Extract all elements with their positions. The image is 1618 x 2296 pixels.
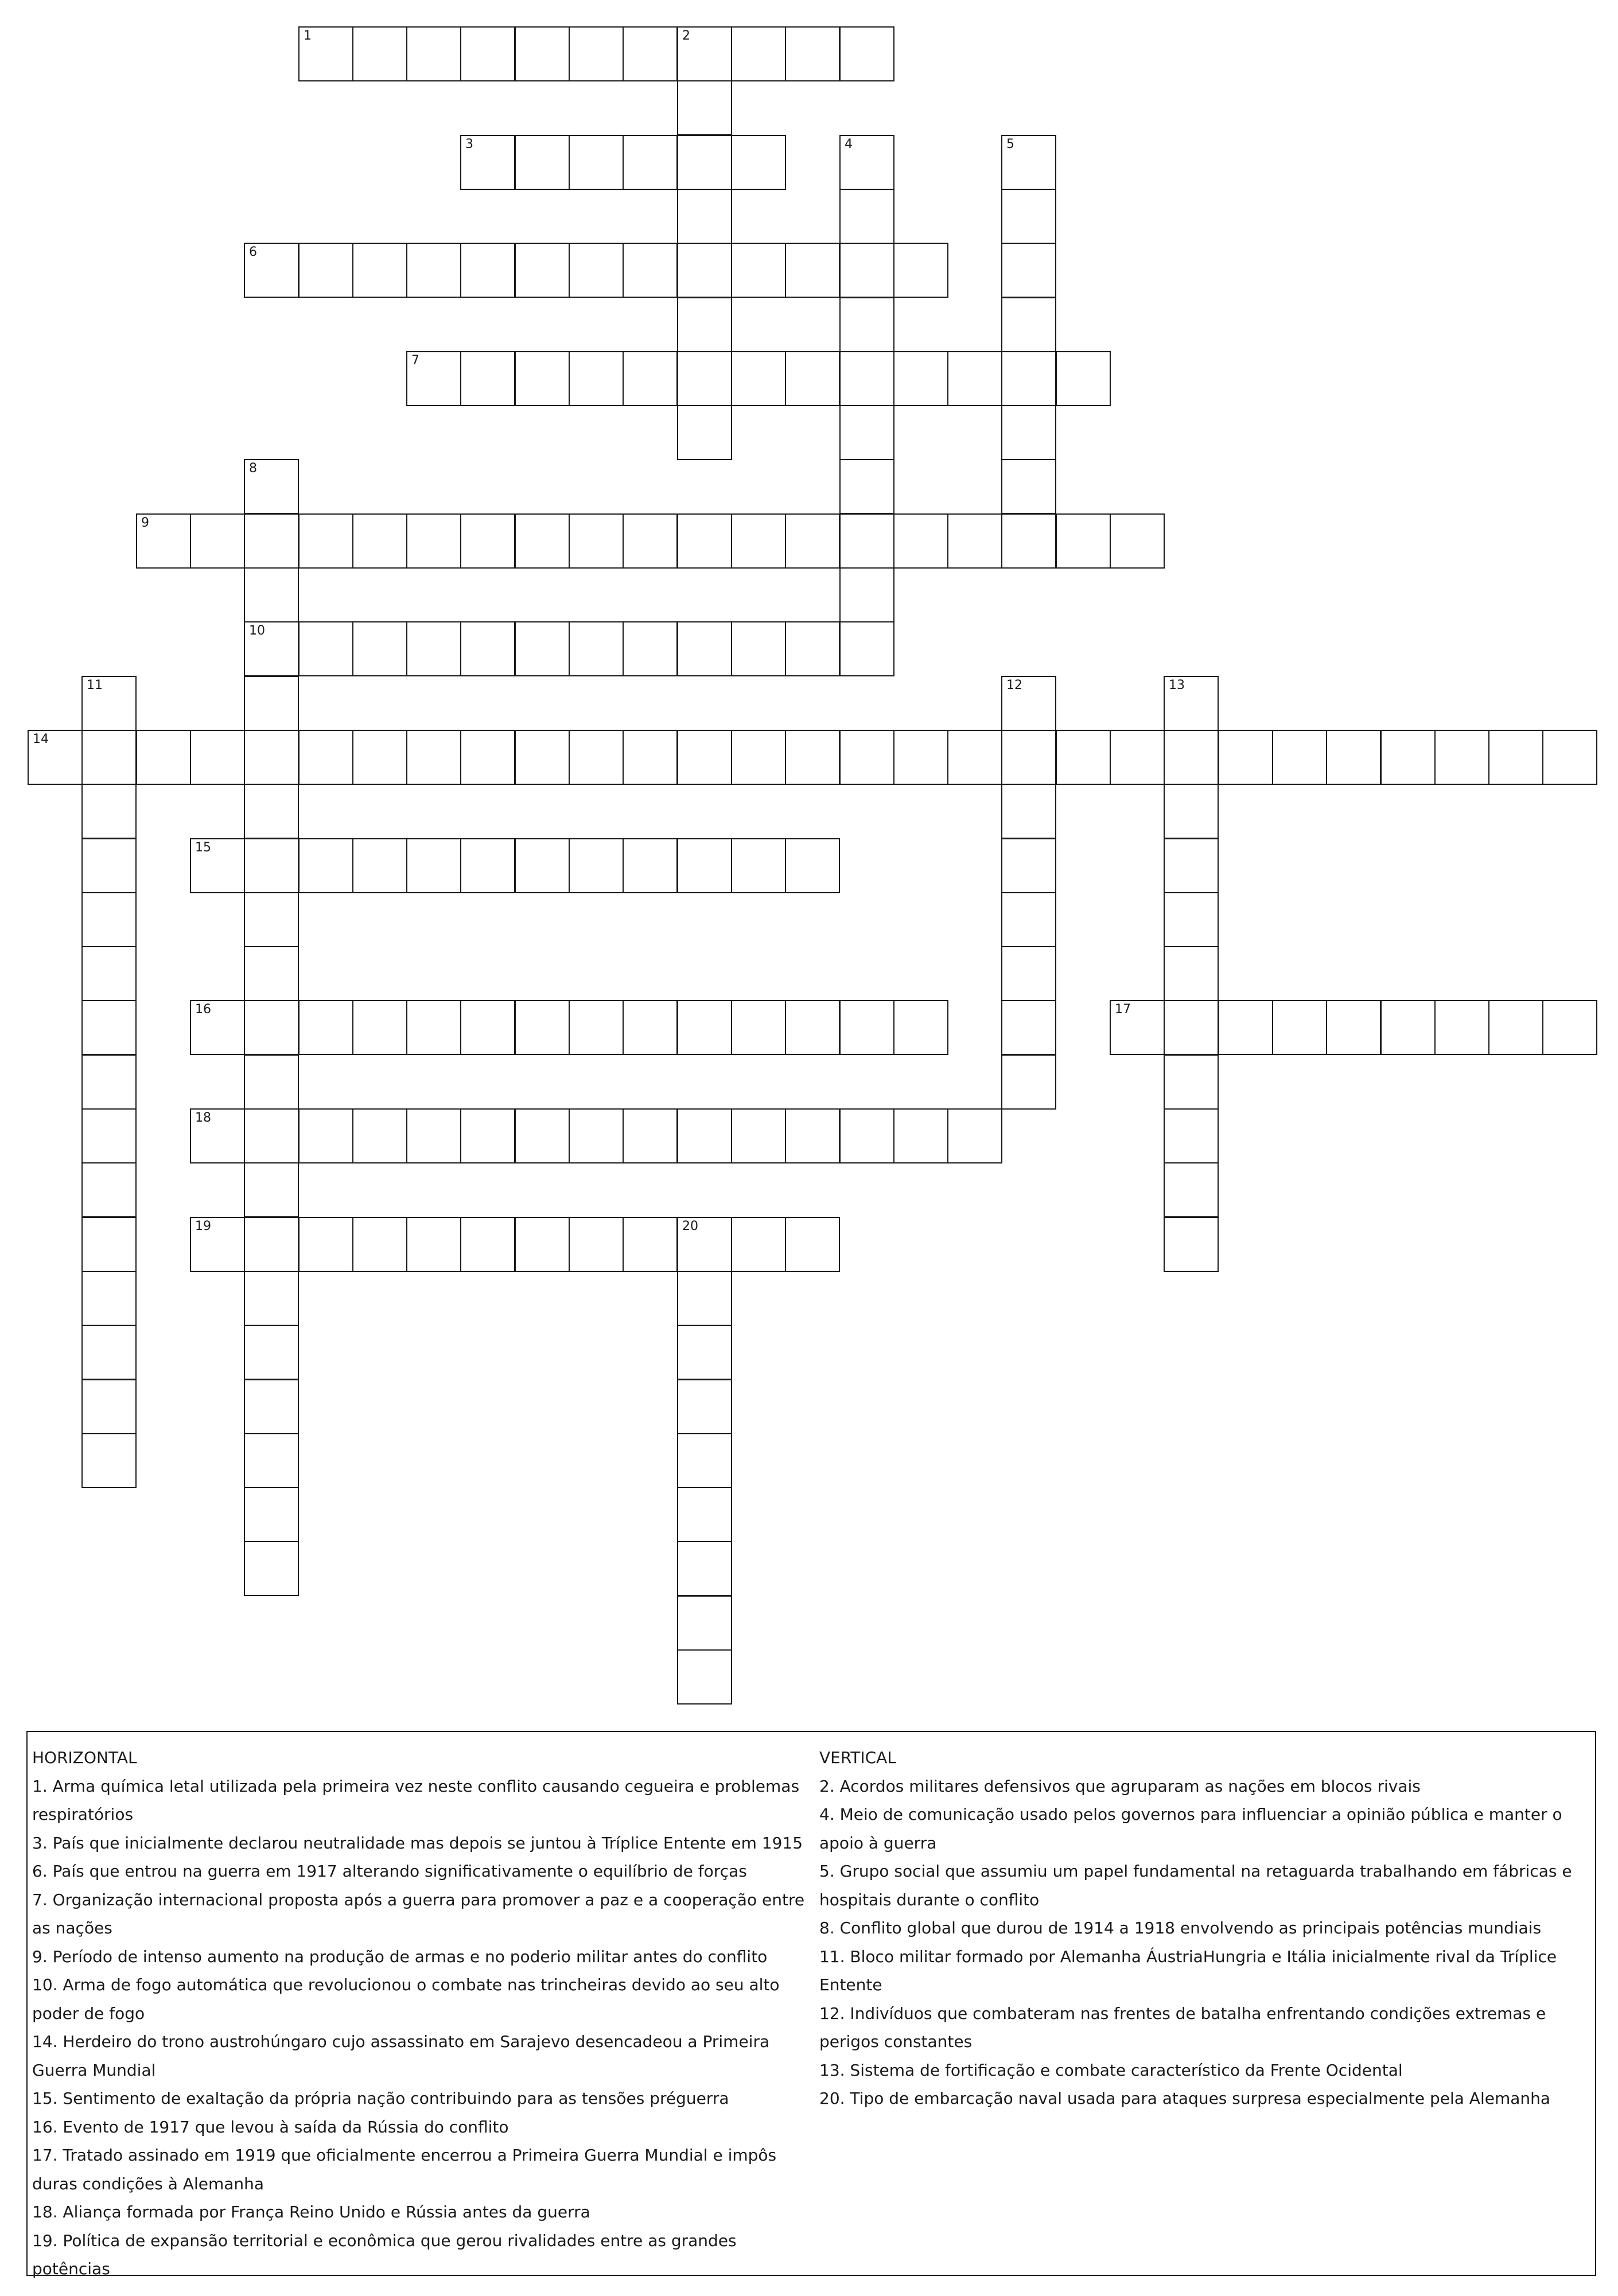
grid-cell[interactable] <box>1056 513 1111 569</box>
grid-cell[interactable] <box>839 405 894 460</box>
grid-cell[interactable] <box>352 838 407 893</box>
grid-cell[interactable] <box>406 351 461 406</box>
grid-cell[interactable] <box>1164 1054 1219 1110</box>
grid-cell[interactable] <box>515 838 570 893</box>
grid-cell[interactable] <box>785 513 840 569</box>
grid-cell[interactable] <box>839 1108 894 1163</box>
grid-cell[interactable] <box>623 26 678 81</box>
clue-across-18: 18. Aliança formada por França Reino Unido e Rússia antes da guerra <box>32 2202 590 2221</box>
grid-cell[interactable] <box>1001 892 1056 947</box>
grid-cell[interactable] <box>1001 838 1056 893</box>
grid-cell[interactable] <box>1218 1000 1273 1055</box>
grid-cell[interactable] <box>406 513 461 569</box>
grid-cell[interactable] <box>81 1433 137 1488</box>
grid-cell[interactable] <box>190 513 245 569</box>
grid-cell[interactable] <box>623 838 678 893</box>
clue-number: 15 <box>195 840 211 855</box>
grid-cell[interactable] <box>81 1325 137 1380</box>
grid-cell[interactable] <box>569 1000 624 1055</box>
grid-cell[interactable] <box>1542 1000 1597 1055</box>
grid-cell[interactable] <box>947 351 1002 406</box>
grid-cell[interactable] <box>839 26 894 81</box>
grid-cell[interactable] <box>839 1000 894 1055</box>
grid-cell[interactable] <box>569 513 624 569</box>
grid-cell[interactable] <box>1001 1000 1056 1055</box>
grid-cell[interactable] <box>1218 730 1273 785</box>
grid-cell[interactable] <box>785 351 840 406</box>
grid-cell[interactable] <box>1272 1000 1327 1055</box>
grid-cell[interactable] <box>1001 1054 1056 1110</box>
clue-number: 13 <box>1169 678 1185 692</box>
grid-cell[interactable] <box>785 838 840 893</box>
grid-cell[interactable] <box>569 135 624 190</box>
grid-cell[interactable] <box>1326 730 1381 785</box>
grid-cell[interactable] <box>1164 946 1219 1001</box>
down-clues <box>819 1744 1588 2113</box>
clue-number: 14 <box>33 732 49 746</box>
grid-cell[interactable] <box>623 1217 678 1272</box>
grid-cell[interactable] <box>569 1217 624 1272</box>
grid-cell[interactable] <box>1001 946 1056 1001</box>
grid-cell[interactable] <box>406 26 461 81</box>
grid-cell[interactable] <box>1542 730 1597 785</box>
grid-cell[interactable] <box>244 892 299 947</box>
grid-cell[interactable] <box>460 1217 515 1272</box>
grid-cell[interactable] <box>298 621 353 676</box>
grid-cell[interactable] <box>460 26 515 81</box>
grid-cell[interactable] <box>352 730 407 785</box>
grid-cell[interactable] <box>352 1217 407 1272</box>
grid-cell[interactable] <box>81 1271 137 1326</box>
grid-cell[interactable] <box>244 1162 299 1217</box>
clue-number: 1 <box>304 29 312 43</box>
grid-cell[interactable] <box>81 838 137 893</box>
clue-down-4: 4. Meio de comunicação usado pelos governos para influenciar a opinião pública e manter o apoio à guerra <box>819 1805 1562 1853</box>
grid-cell[interactable] <box>677 80 732 135</box>
grid-cell[interactable] <box>406 838 461 893</box>
grid-cell[interactable] <box>1001 351 1056 406</box>
down-heading: VERTICAL <box>819 1748 896 1767</box>
clue-number: 19 <box>195 1219 211 1233</box>
grid-cell[interactable] <box>244 838 299 893</box>
grid-cell[interactable] <box>81 892 137 947</box>
grid-cell[interactable] <box>785 26 840 81</box>
grid-cell[interactable] <box>731 621 786 676</box>
grid-cell[interactable] <box>731 730 786 785</box>
grid-cell[interactable] <box>677 838 732 893</box>
grid-cell[interactable] <box>1380 1000 1436 1055</box>
grid-cell[interactable] <box>460 351 515 406</box>
grid-cell[interactable] <box>569 730 624 785</box>
grid-cell[interactable] <box>839 567 894 622</box>
grid-cell[interactable] <box>1110 1000 1165 1055</box>
grid-cell[interactable] <box>1434 730 1489 785</box>
grid-cell[interactable] <box>677 405 732 460</box>
grid-cell[interactable] <box>244 459 299 514</box>
grid-cell[interactable] <box>244 1108 299 1163</box>
grid-cell[interactable] <box>460 243 515 298</box>
grid-cell[interactable] <box>352 26 407 81</box>
grid-cell[interactable] <box>244 1541 299 1596</box>
grid-cell[interactable] <box>244 676 299 731</box>
grid-cell[interactable] <box>81 1054 137 1110</box>
grid-cell[interactable] <box>460 838 515 893</box>
grid-cell[interactable] <box>352 243 407 298</box>
grid-cell[interactable] <box>515 1108 570 1163</box>
grid-cell[interactable] <box>298 1108 353 1163</box>
grid-cell[interactable] <box>1001 243 1056 298</box>
grid-cell[interactable] <box>352 1108 407 1163</box>
clue-number: 17 <box>1115 1002 1131 1017</box>
clue-across-6: 6. País que entrou na guerra em 1917 alterando significativamente o equilíbrio de forças <box>32 1862 747 1881</box>
grid-cell[interactable] <box>1164 892 1219 947</box>
clue-number: 8 <box>249 461 257 476</box>
grid-cell[interactable] <box>731 1108 786 1163</box>
clue-down-13: 13. Sistema de fortificação e combate característico da Frente Ocidental <box>819 2060 1403 2080</box>
grid-cell[interactable] <box>623 135 678 190</box>
grid-cell[interactable] <box>298 243 353 298</box>
clue-number: 16 <box>195 1002 211 1017</box>
grid-cell[interactable] <box>352 1000 407 1055</box>
grid-cell[interactable] <box>785 730 840 785</box>
clue-number: 12 <box>1006 678 1022 692</box>
grid-cell[interactable] <box>677 1649 732 1705</box>
grid-cell[interactable] <box>731 135 786 190</box>
clue-across-17: 17. Tratado assinado em 1919 que oficialmente encerrou a Primeira Guerra Mundial e impôs duras condições à Alemanha <box>32 2146 777 2193</box>
grid-cell[interactable] <box>947 730 1002 785</box>
grid-cell[interactable] <box>81 1379 137 1434</box>
grid-cell[interactable] <box>515 1000 570 1055</box>
grid-cell[interactable] <box>893 243 948 298</box>
grid-cell[interactable] <box>1001 676 1056 731</box>
grid-cell[interactable] <box>1434 1000 1489 1055</box>
grid-cell[interactable] <box>731 26 786 81</box>
grid-cell[interactable] <box>298 1000 353 1055</box>
grid-cell[interactable] <box>1001 730 1056 785</box>
grid-cell[interactable] <box>81 1000 137 1055</box>
grid-cell[interactable] <box>677 1595 732 1651</box>
grid-cell[interactable] <box>677 1541 732 1596</box>
grid-cell[interactable] <box>406 243 461 298</box>
grid-cell[interactable] <box>623 243 678 298</box>
grid-cell[interactable] <box>839 243 894 298</box>
grid-cell[interactable] <box>569 243 624 298</box>
grid-cell[interactable] <box>677 243 732 298</box>
grid-cell[interactable] <box>298 513 353 569</box>
clue-across-1: 1. Arma química letal utilizada pela primeira vez neste conflito causando cegueira e problemas respiratórios <box>32 1776 800 1824</box>
grid-cell[interactable] <box>677 621 732 676</box>
grid-cell[interactable] <box>406 621 461 676</box>
grid-cell[interactable] <box>1380 730 1436 785</box>
grid-cell[interactable] <box>81 1217 137 1272</box>
grid-cell[interactable] <box>244 1054 299 1110</box>
grid-cell[interactable] <box>244 1433 299 1488</box>
grid-cell[interactable] <box>623 1108 678 1163</box>
clue-across-10: 10. Arma de fogo automática que revolucionou o combate nas trincheiras devido ao seu alto poder de fogo <box>32 1975 780 2023</box>
grid-cell[interactable] <box>677 26 732 81</box>
across-heading: HORIZONTAL <box>32 1748 137 1767</box>
grid-cell[interactable] <box>1001 297 1056 352</box>
grid-cell[interactable] <box>244 1487 299 1542</box>
grid-cell[interactable] <box>1110 730 1165 785</box>
clue-across-7: 7. Organização internacional proposta após a guerra para promover a paz e a cooperação entre as nações <box>32 1890 805 1937</box>
grid-cell[interactable] <box>839 351 894 406</box>
grid-cell[interactable] <box>515 351 570 406</box>
grid-cell[interactable] <box>81 1162 137 1217</box>
grid-cell[interactable] <box>839 135 894 190</box>
grid-cell[interactable] <box>81 730 137 785</box>
grid-cell[interactable] <box>81 946 137 1001</box>
clue-number: 20 <box>682 1219 698 1233</box>
grid-cell[interactable] <box>677 1433 732 1488</box>
grid-cell[interactable] <box>190 1108 245 1163</box>
grid-cell[interactable] <box>81 1108 137 1163</box>
clue-across-14: 14. Herdeiro do trono austrohúngaro cujo assassinato em Sarajevo desencadeou a Primeira Guerra Mundial <box>32 2032 770 2080</box>
grid-cell[interactable] <box>569 838 624 893</box>
grid-cell[interactable] <box>460 621 515 676</box>
grid-cell[interactable] <box>244 243 299 298</box>
grid-cell[interactable] <box>406 1000 461 1055</box>
grid-cell[interactable] <box>677 189 732 244</box>
grid-cell[interactable] <box>28 730 83 785</box>
grid-cell[interactable] <box>298 1217 353 1272</box>
grid-cell[interactable] <box>1272 730 1327 785</box>
grid-cell[interactable] <box>785 1000 840 1055</box>
grid-cell[interactable] <box>1164 1000 1219 1055</box>
grid-cell[interactable] <box>244 784 299 839</box>
grid-cell[interactable] <box>731 243 786 298</box>
clue-number: 4 <box>845 137 853 151</box>
grid-cell[interactable] <box>1001 459 1056 514</box>
clue-across-16: 16. Evento de 1917 que levou à saída da Rússia do conflito <box>32 2117 509 2137</box>
grid-cell[interactable] <box>1164 1217 1219 1272</box>
grid-cell[interactable] <box>81 676 137 731</box>
clue-down-5: 5. Grupo social que assumiu um papel fundamental na retaguarda trabalhando em fábricas e hospitais durante o conflito <box>819 1862 1572 1909</box>
grid-cell[interactable] <box>1001 513 1056 569</box>
grid-cell[interactable] <box>569 26 624 81</box>
grid-cell[interactable] <box>244 1379 299 1434</box>
grid-cell[interactable] <box>1056 351 1111 406</box>
grid-cell[interactable] <box>244 946 299 1001</box>
grid-cell[interactable] <box>839 297 894 352</box>
grid-cell[interactable] <box>785 1108 840 1163</box>
grid-cell[interactable] <box>515 1217 570 1272</box>
grid-cell[interactable] <box>1488 1000 1543 1055</box>
clue-number: 3 <box>465 137 473 151</box>
grid-cell[interactable] <box>515 243 570 298</box>
grid-cell[interactable] <box>677 1108 732 1163</box>
grid-cell[interactable] <box>190 730 245 785</box>
grid-cell[interactable] <box>623 1000 678 1055</box>
grid-cell[interactable] <box>298 730 353 785</box>
clue-across-15: 15. Sentimento de exaltação da própria nação contribuindo para as tensões préguerra <box>32 2089 729 2108</box>
grid-cell[interactable] <box>515 135 570 190</box>
grid-cell[interactable] <box>731 1000 786 1055</box>
grid-cell[interactable] <box>677 135 732 190</box>
grid-cell[interactable] <box>1326 1000 1381 1055</box>
clue-number: 5 <box>1006 137 1014 151</box>
grid-cell[interactable] <box>244 567 299 622</box>
grid-cell[interactable] <box>190 838 245 893</box>
grid-cell[interactable] <box>677 1325 732 1380</box>
grid-cell[interactable] <box>1164 676 1219 731</box>
grid-cell[interactable] <box>677 1379 732 1434</box>
grid-cell[interactable] <box>677 1000 732 1055</box>
clues-box <box>26 1731 1596 2276</box>
grid-cell[interactable] <box>839 621 894 676</box>
grid-cell[interactable] <box>244 1271 299 1326</box>
grid-cell[interactable] <box>1164 1162 1219 1217</box>
grid-cell[interactable] <box>731 838 786 893</box>
grid-cell[interactable] <box>893 730 948 785</box>
grid-cell[interactable] <box>1488 730 1543 785</box>
across-clues <box>32 1744 812 2283</box>
grid-cell[interactable] <box>569 351 624 406</box>
clue-number: 2 <box>682 29 690 43</box>
grid-cell[interactable] <box>569 621 624 676</box>
clue-number: 11 <box>87 678 103 692</box>
grid-cell[interactable] <box>731 513 786 569</box>
grid-cell[interactable] <box>244 621 299 676</box>
grid-cell[interactable] <box>785 1217 840 1272</box>
clue-across-9: 9. Período de intenso aumento na produção de armas e no poderio militar antes do conflito <box>32 1947 768 1966</box>
grid-cell[interactable] <box>190 1217 245 1272</box>
grid-cell[interactable] <box>81 784 137 839</box>
grid-cell[interactable] <box>785 243 840 298</box>
grid-cell[interactable] <box>460 1108 515 1163</box>
grid-cell[interactable] <box>893 1108 948 1163</box>
grid-cell[interactable] <box>460 1000 515 1055</box>
grid-cell[interactable] <box>623 513 678 569</box>
grid-cell[interactable] <box>352 621 407 676</box>
grid-cell[interactable] <box>677 730 732 785</box>
clue-down-8: 8. Conflito global que durou de 1914 a 1918 envolvendo as principais potências mundiais <box>819 1918 1542 1937</box>
grid-cell[interactable] <box>731 1217 786 1272</box>
grid-cell[interactable] <box>515 621 570 676</box>
grid-cell[interactable] <box>731 351 786 406</box>
grid-cell[interactable] <box>677 513 732 569</box>
grid-cell[interactable] <box>893 513 948 569</box>
grid-cell[interactable] <box>677 351 732 406</box>
grid-cell[interactable] <box>1164 1108 1219 1163</box>
grid-cell[interactable] <box>244 730 299 785</box>
grid-cell[interactable] <box>1164 784 1219 839</box>
clue-number: 10 <box>249 624 265 638</box>
grid-cell[interactable] <box>406 1108 461 1163</box>
grid-cell[interactable] <box>515 730 570 785</box>
clue-across-3: 3. País que inicialmente declarou neutralidade mas depois se juntou à Tríplice Entente em 1915 <box>32 1833 803 1853</box>
grid-cell[interactable] <box>244 1217 299 1272</box>
grid-cell[interactable] <box>677 1217 732 1272</box>
grid-cell[interactable] <box>1001 784 1056 839</box>
clue-down-20: 20. Tipo de embarcação naval usada para ataques surpresa especialmente pela Alemanha <box>819 2089 1551 2108</box>
grid-cell[interactable] <box>1164 838 1219 893</box>
clue-number: 18 <box>195 1111 211 1125</box>
grid-cell[interactable] <box>1001 405 1056 460</box>
clue-number: 9 <box>141 516 149 530</box>
grid-cell[interactable] <box>298 838 353 893</box>
grid-cell[interactable] <box>460 513 515 569</box>
grid-cell[interactable] <box>136 513 191 569</box>
grid-cell[interactable] <box>839 513 894 569</box>
grid-cell[interactable] <box>1001 189 1056 244</box>
clue-down-11: 11. Bloco militar formado por Alemanha ÁustriaHungria e Itália inicialmente rival da Tríplice Entente <box>819 1947 1557 1994</box>
grid-cell[interactable] <box>406 730 461 785</box>
grid-cell[interactable] <box>460 730 515 785</box>
grid-cell[interactable] <box>515 513 570 569</box>
grid-cell[interactable] <box>839 189 894 244</box>
grid-cell[interactable] <box>569 1108 624 1163</box>
grid-cell[interactable] <box>947 1108 1002 1163</box>
grid-cell[interactable] <box>1110 513 1165 569</box>
grid-cell[interactable] <box>893 1000 948 1055</box>
clue-number: 6 <box>249 245 257 259</box>
grid-cell[interactable] <box>298 26 353 81</box>
grid-cell[interactable] <box>1164 730 1219 785</box>
grid-cell[interactable] <box>190 1000 245 1055</box>
grid-cell[interactable] <box>839 459 894 514</box>
grid-cell[interactable] <box>1001 135 1056 190</box>
clue-across-19: 19. Política de expansão territorial e econômica que gerou rivalidades entre as grandes potências <box>32 2231 737 2278</box>
clue-down-12: 12. Indivíduos que combateram nas frentes de batalha enfrentando condições extremas e perigos constantes <box>819 2003 1546 2051</box>
grid-cell[interactable] <box>623 621 678 676</box>
grid-cell[interactable] <box>677 297 732 352</box>
grid-cell[interactable] <box>244 1000 299 1055</box>
grid-cell[interactable] <box>136 730 191 785</box>
grid-cell[interactable] <box>244 1325 299 1380</box>
grid-cell[interactable] <box>352 513 407 569</box>
grid-cell[interactable] <box>460 135 515 190</box>
grid-cell[interactable] <box>947 513 1002 569</box>
grid-cell[interactable] <box>677 1271 732 1326</box>
clue-number: 7 <box>411 353 419 368</box>
grid-cell[interactable] <box>244 513 299 569</box>
clue-down-2: 2. Acordos militares defensivos que agruparam as nações em blocos rivais <box>819 1776 1421 1796</box>
grid-cell[interactable] <box>893 351 948 406</box>
grid-cell[interactable] <box>785 621 840 676</box>
grid-cell[interactable] <box>515 26 570 81</box>
grid-cell[interactable] <box>839 730 894 785</box>
grid-cell[interactable] <box>677 1487 732 1542</box>
grid-cell[interactable] <box>406 1217 461 1272</box>
grid-cell[interactable] <box>623 730 678 785</box>
grid-cell[interactable] <box>1056 730 1111 785</box>
grid-cell[interactable] <box>623 351 678 406</box>
